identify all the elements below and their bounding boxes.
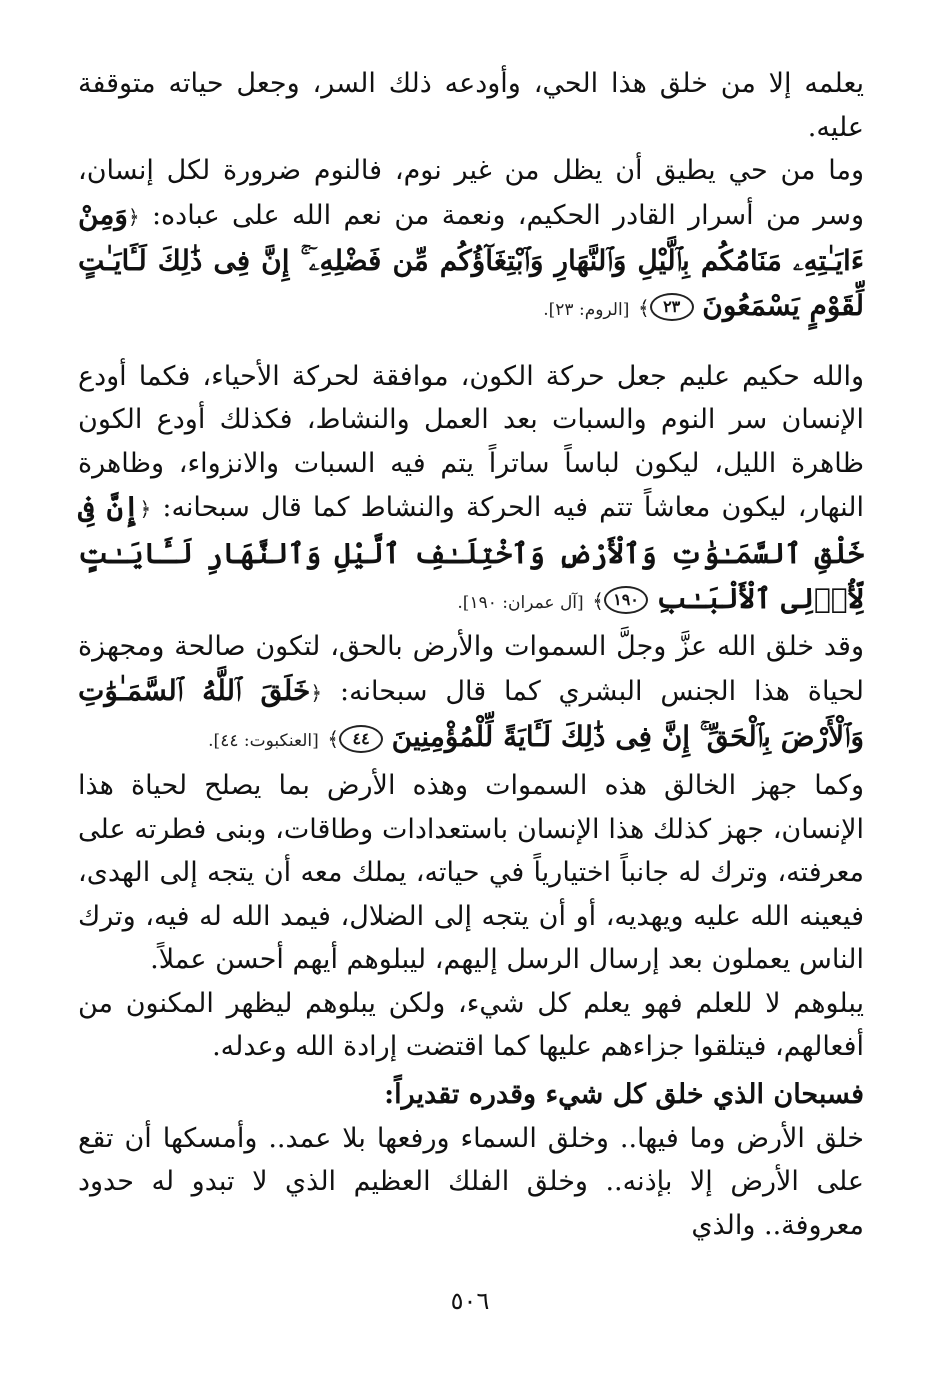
paragraph-1: يعلمه إلا من خلق هذا الحي، وأودعه ذلك السر، وجعل حياته متوقفة عليه. — [78, 68, 864, 143]
ayah-number-badge: ٤٤ — [339, 725, 383, 753]
paragraph-4 — [78, 625, 864, 764]
section-heading: فسبحان الذي خلق كل شيء وقدره تقديراً: — [384, 1079, 864, 1111]
quran-close-bracket: ﴾ — [637, 295, 650, 320]
quran-verse-al-ankabut: خَلَقَ ٱللَّهُ ٱلسَّمَـٰوَٰتِ وَٱلْأَرْضَ بِٱلْحَقِّ ۚ إِنَّ فِى ذَٰلِكَ لَـَٔايَةً لِّلْمُؤْمِنِينَ — [78, 673, 864, 754]
paragraph-4-text: وقد خلق الله عزَّ وجلَّ السموات والأرض بالحق، لتكون صالحة ومجهزة لحياة هذا الجنس البشري كما قال سبحانه: — [78, 631, 865, 707]
ayah-number-badge: ٢٣ — [650, 293, 694, 321]
ayah-number-badge: ١٩٠ — [604, 586, 648, 614]
quran-verse-al-imran: إِنَّ فِى خَلْقِ ٱلسَّمَـٰوَٰتِ وَٱلْأَرْضِ وَٱخْتِلَـٰفِ ٱلَّيْلِ وَٱلنَّهَارِ لَـَٔايَـٰتٍ لِّأُو۟لِى ٱلْأَلْبَـٰبِ — [78, 490, 864, 615]
paragraph-5: وكما جهز الخالق هذه السموات وهذه الأرض بما يصلح لحياة هذا الإنسان، جهز كذلك هذا الإنسان باستعدادات وطاقات، وبنى فطرته على معرفته، وترك له جانباً اختيارياً في حياته، يملك معه أن يتجه إلى الهدى، فيعينه الله عليه ويهديه، أو أن يتجه إلى الضلال، فيمد الله له فيه، وترك الناس يعملون بعد إرسال الرسل إليهم، ليبلوهم أيهم أحسن عملاً. — [78, 769, 864, 976]
quran-open-bracket: ﴿ — [127, 204, 140, 229]
paragraph-2-text: وما من حي يطيق أن يظل من غير نوم، فالنوم ضرورة لكل إنسان، وسر من أسرار القادر الحكيم، ونعمة من نعم الله على عباده: — [78, 155, 864, 231]
paragraph-3-text: والله حكيم عليم جعل حركة الكون، موافقة لحركة الأحياء، فكما أودع الإنسان سر النوم والسبات بعد العمل والنشاط، فكذلك أودع الكون ظاهرة الليل، ليكون لباساً ساتراً يتم فيه السبات والانزواء، وظاهرة النهار، ليكون معاشاً تتم فيه الحركة والنشاط كما قال سبحانه: — [78, 360, 864, 524]
paragraph-7: خلق الأرض وما فيها.. وخلق السماء ورفعها بلا عمد.. وأمسكها أن تقع على الأرض إلا بإذنه.. وخلق الفلك العظيم الذي لا تبدو له حدود معروفة.. والذي — [78, 1122, 864, 1241]
verse-citation: [الروم: ٢٣]. — [543, 299, 630, 320]
quran-verse-ar-rum: وَمِنْ ءَايَـٰتِهِۦ مَنَامُكُم بِٱلَّيْلِ وَٱلنَّهَارِ وَٱبْتِغَآؤُكُم مِّن فَضْلِهِۦٓ ۚ إِنَّ فِى ذَٰلِكَ لَـَٔايَـٰتٍ لِّقَوْمٍ يَسْمَعُونَ — [78, 197, 864, 322]
paragraph-6: يبلوهم لا للعلم فهو يعلم كل شيء، ولكن يبلوهم ليظهر المكنون من أفعالهم، فيتلقوا جزاءهم عليها كما اقتضت إرادة الله وعدله. — [78, 987, 864, 1063]
verse-citation: [العنكبوت: ٤٤]. — [208, 731, 319, 752]
quran-open-bracket: ﴿ — [139, 497, 152, 522]
paragraph-gap — [78, 333, 864, 355]
body-text — [78, 62, 864, 1247]
paragraph-3 — [78, 355, 864, 626]
quran-close-bracket: ﴾ — [327, 727, 340, 752]
page-number: ٥٠٦ — [450, 1287, 490, 1315]
paragraph-2 — [78, 149, 864, 332]
quran-close-bracket: ﴾ — [592, 588, 604, 613]
verse-citation: [آل عمران: ١٩٠]. — [457, 592, 584, 613]
quran-open-bracket: ﴿ — [310, 680, 323, 705]
